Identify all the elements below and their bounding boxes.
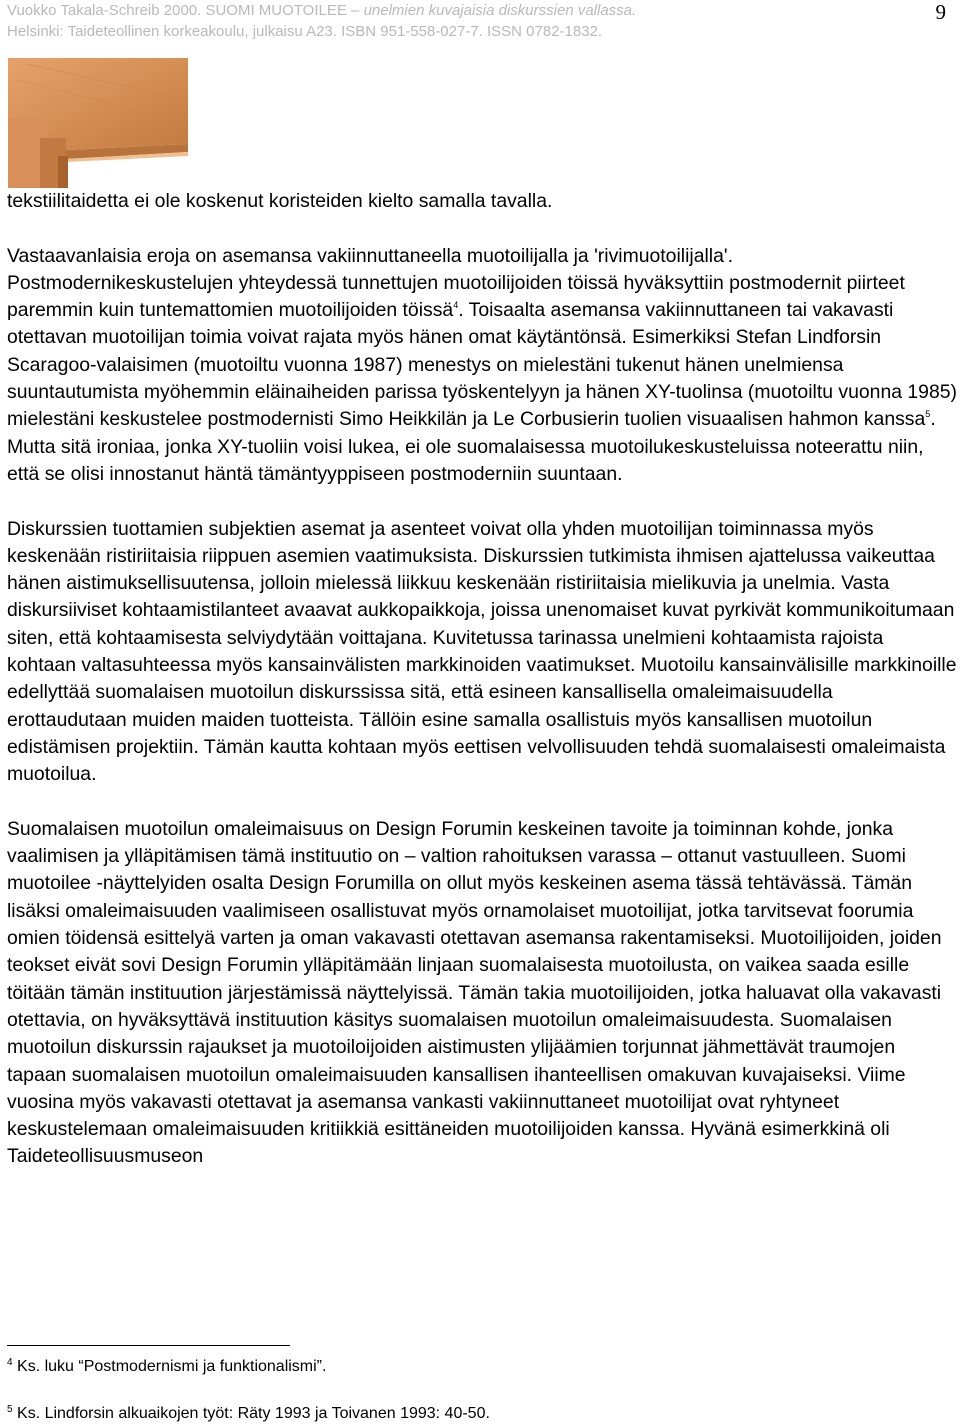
- header-citation: Vuokko Takala-Schreib 2000. SUOMI MUOTOILEE –: [7, 2, 360, 19]
- footnote-text: Ks. luku “Postmodernismi ja funktionalismi”.: [17, 1358, 327, 1375]
- wooden-table-photo: [8, 58, 188, 188]
- body-text: [7, 188, 957, 1171]
- paragraph: tekstiilitaidetta ei ole koskenut koristeiden kielto samalla tavalla.: [7, 190, 553, 212]
- header-line-1: [7, 0, 877, 21]
- footnote-divider: [7, 1345, 290, 1346]
- footnote: [7, 1404, 490, 1424]
- header-title-italic: unelmien kuvajaisia diskurssien vallassa.: [363, 2, 637, 19]
- header-line-2: Helsinki: Taideteollinen korkeakoulu, julkaisu A23. ISBN 951-558-027-7. ISSN 0782-1832.: [7, 23, 603, 40]
- footnote-text: Ks. Lindforsin alkuaikojen työt: Räty 1993 ja Toivanen 1993: 40-50.: [17, 1405, 490, 1422]
- page-number: 9: [935, 0, 946, 24]
- footnote-ref[interactable]: 5: [925, 409, 931, 420]
- footnote-number: 4: [7, 1357, 13, 1368]
- paragraph: Diskurssien tuottamien subjektien asemat ja asenteet voivat olla yhden muotoilijan toiminnassa myös keskenään ristiriitaisia riippuen asemien vaatimuksista. Diskurssien tutkimista ihmisen ajattelussa vaikeuttaa hänen aistimuksellisuutensa, jolloin mielessä liikkuu keskenään ristiriitaisia mielikuvia ja unelmia. Vasta diskursiiviset kohtaamistilanteet avaavat aukkopaikkoja, joissa unenomaiset kuvat pyrkivät kommunikoitumaan siten, että kohtaamisesta selviydytään voittajana. Kuvitetussa tarinassa unelmieni kohtaamista rajoista kohtaan valtasuhteessa myös kansainvälisten markkinoiden vaatimukset. Muotoilu kansainvälisille markkinoille edellyttää suomalaisen muotoilun diskurssissa sitä, että esineen kansallisella omaleimaisuudella erottaudutaan muiden maiden tuotteista. Tällöin esine samalla osallistuis myös kansallisen muotoilun edistämisen projektiin. Tämän kautta kohtaan myös eettisen velvollisuuden tehdä suomalaisesti omaleimaista muotoilua.: [7, 517, 957, 786]
- paragraph: Vastaavanlaisia eroja on asemansa vakiinnuttaneella muotoilijalla ja 'rivimuotoilijalla'. Postmodernikeskustelujen yhteydessä tunnettujen muotoilijoiden töissä hyväksyttiin postmodernit piirteet paremmin kuin tuntemattomien muotoilijoiden töissä$^4$. Toisaalta asemansa vakiinnuttaneen tai vakavasti otettavan muotoilijan toimia voivat rajata myös hänen omat käytäntönsä. Esimerkiksi Stefan Lindforsin Scaragoo-valaisimen (muotoiltu vuonna 1987) menestys on mielestäni tukenut hänen unelmiensa suuntautumista myöhemmin eläinaiheiden parissa työskentelyyn ja hänen XY-tuolinsa (muotoiltu vuonna 1985) mielestäni keskustelee postmodernisti Simo Heikkilän ja Le Corbusierin tuolien visuaalisen hahmon kanssa$^5$. Mutta sitä ironiaa, jonka XY-tuoliin voisi lukea, ei ole suomalaisessa muotoilukeskusteluissa noteerattu niin, että se olisi innostanut häntä tämäntyyppiseen postmoderniin suuntaan.: [7, 244, 957, 485]
- footnote: [7, 1357, 326, 1377]
- footnote-number: 5: [7, 1404, 13, 1415]
- running-header: [7, 0, 877, 42]
- footnote-ref[interactable]: 4: [453, 300, 459, 311]
- paragraph: Suomalaisen muotoilun omaleimaisuus on Design Forumin keskeinen tavoite ja toiminnan kohde, jonka vaalimisen ja ylläpitämisen tämä instituutio on – valtion rahoituksen varassa – ottanut vastuulleen. Suomi muotoilee -näyttelyiden osalta Design Forumilla on ollut myös keskeinen asema tässä tehtävässä. Tämän lisäksi omaleimaisuuden vaalimiseen osallistuvat myös ornamolaiset muotoilijat, jotka tarvitsevat foorumia omien töidensä esittelyä varten ja oman vakavasti otettavan asemansa rakentamiseksi. Muotoilijoiden, joiden teokset eivät sovi Design Forumin ylläpitämään linjaan suomalaisesta muotoilusta, on vaikea saada esille töitään tämän instituution järjestämissä näyttelyissä. Tämän takia muotoilijoiden, jotka haluavat olla vakavasti otettavia, on hyväksyttävä instituution käsitys suomalaisen muotoilun omaleimaisuudesta. Suomalaisen muotoilun diskurssin rajaukset ja muotoiloijoiden aistimusten ylijäämien torjunnat jähmettävät traumojen tapaan suomalaisen muotoilun omaleimaisuuden kansallisen ihanteellisen omakuvan kuvajaiseksi. Viime vuosina myös vakavasti otettavat ja asemansa vankasti vakiinnuttaneet muotoilijat ovat ryhtyneet keskustelemaan omaleimaisuuden kritiikkiä esittäneiden muotoilijoiden kanssa. Hyvänä esimerkkinä oli Taideteollisuusmuseon: [7, 817, 942, 1168]
